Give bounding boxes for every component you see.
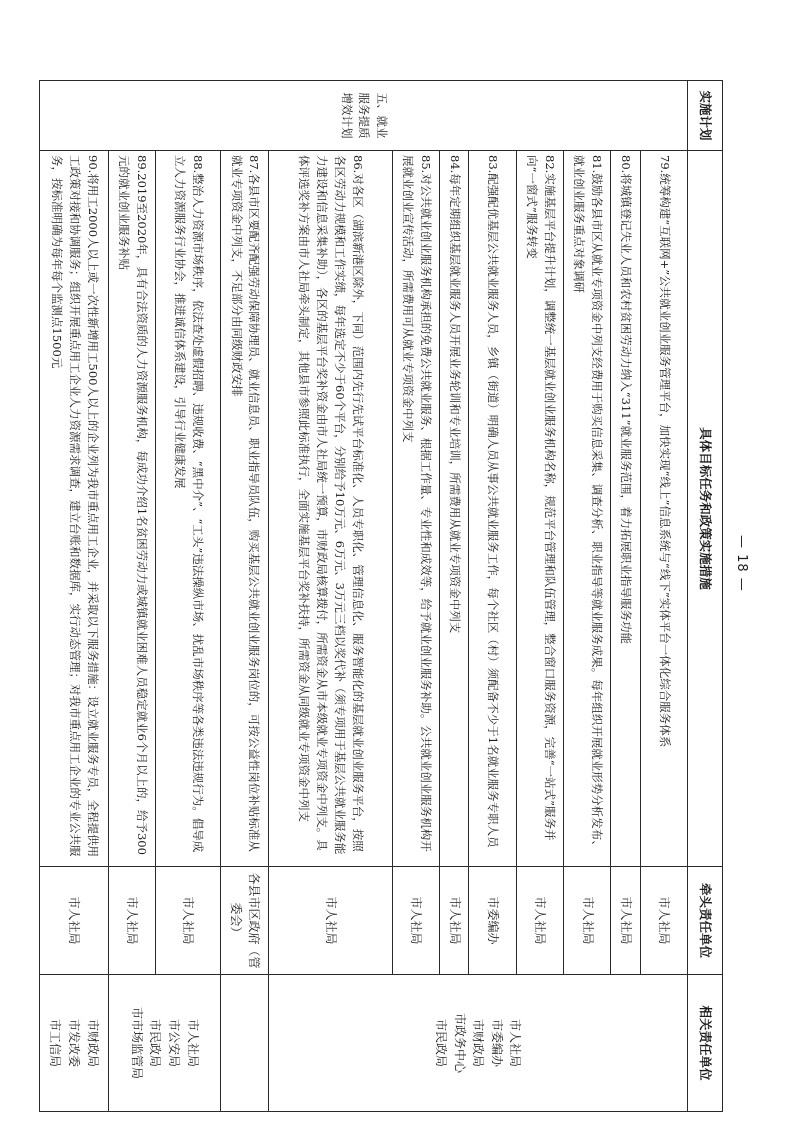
table-row	[392, 81, 439, 1112]
related-unit: 市民政局	[434, 1018, 449, 1067]
page-number: — 18 —	[734, 534, 749, 592]
table-row	[268, 81, 392, 1112]
measure-cell: 90.将用工2000人以上或一次性新增用工500人以上的企业列为我市重点用工企业，并采取以下服务措施：设立就业服务专员，全程提供用工政策对接和协调服务；组织开展重点用工企业人力资源需求调查，建立台账和数据库，实行动态管理；对我市重点用工企业的专业公共服务，按标准明确为每年每个监测点1500元	[40, 151, 109, 867]
lead-unit-cell: 市人社局	[40, 867, 109, 975]
lead-unit-cell: 市人社局	[516, 867, 563, 975]
table-row	[640, 81, 687, 1112]
measure-cell: 79.统筹构建“互联网+”公共就业创业服务管理平台，加快实现“线上”信息系统与“线下”实体平台一体化综合服务体系	[640, 151, 687, 867]
related-units-cell	[40, 975, 109, 1112]
table-row	[155, 81, 220, 1112]
header-plan: 实施计划	[688, 81, 723, 151]
lead-unit-cell: 市人社局	[564, 867, 611, 975]
measure-cell: 82.实施基层平台提升计划，调整统一基层就业创业服务机构名称，规范平台管理和队伍管理，整合窗口服务资源，完善“一站式”服务并向“一窗式”服务转变	[516, 151, 563, 867]
lead-unit-cell: 市人社局	[611, 867, 640, 975]
related-unit: 市政务中心	[452, 1012, 467, 1073]
related-unit: 市市场监管局	[129, 1006, 144, 1079]
related-unit: 市人社局	[185, 1018, 200, 1067]
related-units-cell	[268, 975, 687, 1112]
lead-unit-cell: 市人社局	[108, 867, 155, 975]
table-row	[469, 81, 516, 1112]
lead-unit-cell: 市人社局	[268, 867, 392, 975]
lead-unit-cell: 各县市区政府（管委会）	[221, 867, 269, 975]
lead-unit-cell: 市人社局	[440, 867, 469, 975]
rotated-table-canvas	[39, 80, 723, 1111]
table-row	[440, 81, 469, 1112]
table-header-row	[688, 81, 723, 1112]
measure-cell: 88.整治人力资源市场秩序，依法查处虚假招聘、违规收费、“黑中介”、“工头”违法操纵市场、扰乱市场秩序等各类违法违规行为。倡导成立人力资源服务行业协会，推进诚信体系建设，引导行业健康发展	[155, 151, 220, 867]
lead-unit-cell: 市人社局	[392, 867, 439, 975]
task-table	[39, 80, 723, 1112]
related-unit: 市委编办	[489, 1018, 504, 1067]
measure-cell: 83.配强配优基层公共就业服务人员，乡镇（街道）明确人员从事公共就业服务工作，每个社区（村）须配备不少于1名就业服务专职人员	[469, 151, 516, 867]
header-related-units: 相关责任单位	[688, 975, 723, 1112]
related-unit: 市财政局	[85, 1018, 100, 1067]
table-row	[564, 81, 611, 1112]
lead-unit-cell: 市人社局	[640, 867, 687, 975]
lead-unit-cell: 市委编办	[469, 867, 516, 975]
related-unit: 市民政局	[148, 1018, 163, 1067]
measure-cell: 84.每年定期组织基层就业服务人员开展业务轮训和专业培训，所需费用从就业专项资金中列支	[440, 151, 469, 867]
table-row	[40, 81, 109, 1112]
related-units-cell	[108, 975, 221, 1112]
header-measures: 具体目标任务和政策实施措施	[688, 151, 723, 867]
related-unit: 市财政局	[471, 1018, 486, 1067]
table-row	[611, 81, 640, 1112]
measure-cell: 85.对公共就业创业服务机构承担的免费公共就业服务、根据工作量、专业性和成效等，给予就业创业服务补助。公共就业创业服务机构开展就业创业宣传活动，所需费用可从就业专项资金中列支	[392, 151, 439, 867]
table-row	[516, 81, 563, 1112]
header-lead-unit: 牵头责任单位	[688, 867, 723, 975]
category-cell: 五、就业服务提质增效计划	[40, 81, 688, 151]
related-unit: 市发改委	[67, 1018, 82, 1067]
measure-cell: 89.2019至2020年，具有合法资质的人力资源服务机构，每成功介绍1名贫困劳动力或城镇就业困难人员稳定就业6个月以上的，给予300元的就业创业服务补贴	[108, 151, 155, 867]
measure-cell: 81.鼓励各县市区从就业专项资金中列支经费用于购买信息采集、调查分析、职业指导等就业服务成果。每年组织开展就业形势分析发布、就业创业服务重点对象调研	[564, 151, 611, 867]
table-row	[221, 81, 269, 1112]
measure-cell: 86.对各区（湖滨新港区除外，下同）范围内先行先试平台标准化、人员专职化、管理信息化、服务智能化的基层就业创业服务平台，按照各区劳动力规模和工作实绩，每年选定不少于60个平台，分别给予10万元、6万元、3万元三档以奖代补（须专项用于基层公共就业服务能力建设和信息采集补助），各区的基层平台奖补资金由市人社局统一预算，市财政局核算拨付，所需资金从市本级就业专项资金中列支。具体评选奖补方案由市人社局牵头制定，其他县市参照此标准执行，全面实施基层平台奖补扶持，所需资金从同级就业专项资金中列支	[268, 151, 392, 867]
lead-unit-cell: 市人社局	[155, 867, 220, 975]
related-unit: 市人社局	[508, 1018, 523, 1067]
related-unit: 市工信局	[48, 1018, 63, 1067]
table-row	[108, 81, 155, 1112]
related-units-cell	[221, 975, 269, 1112]
related-unit: 市公安局	[167, 1018, 182, 1067]
measure-cell: 80.将城镇登记失业人员和农村贫困劳动力纳入“311”就业服务范围，着力拓展职业指导服务功能	[611, 151, 640, 867]
measure-cell: 87.各县市区要配齐配强劳动保障协理员、就业信息员、职业指导员队伍，购买基层公共就业创业服务岗位的，可按公益性岗位补贴标准从就业专项资金中列支，不足部分由同级财政安排	[221, 151, 269, 867]
